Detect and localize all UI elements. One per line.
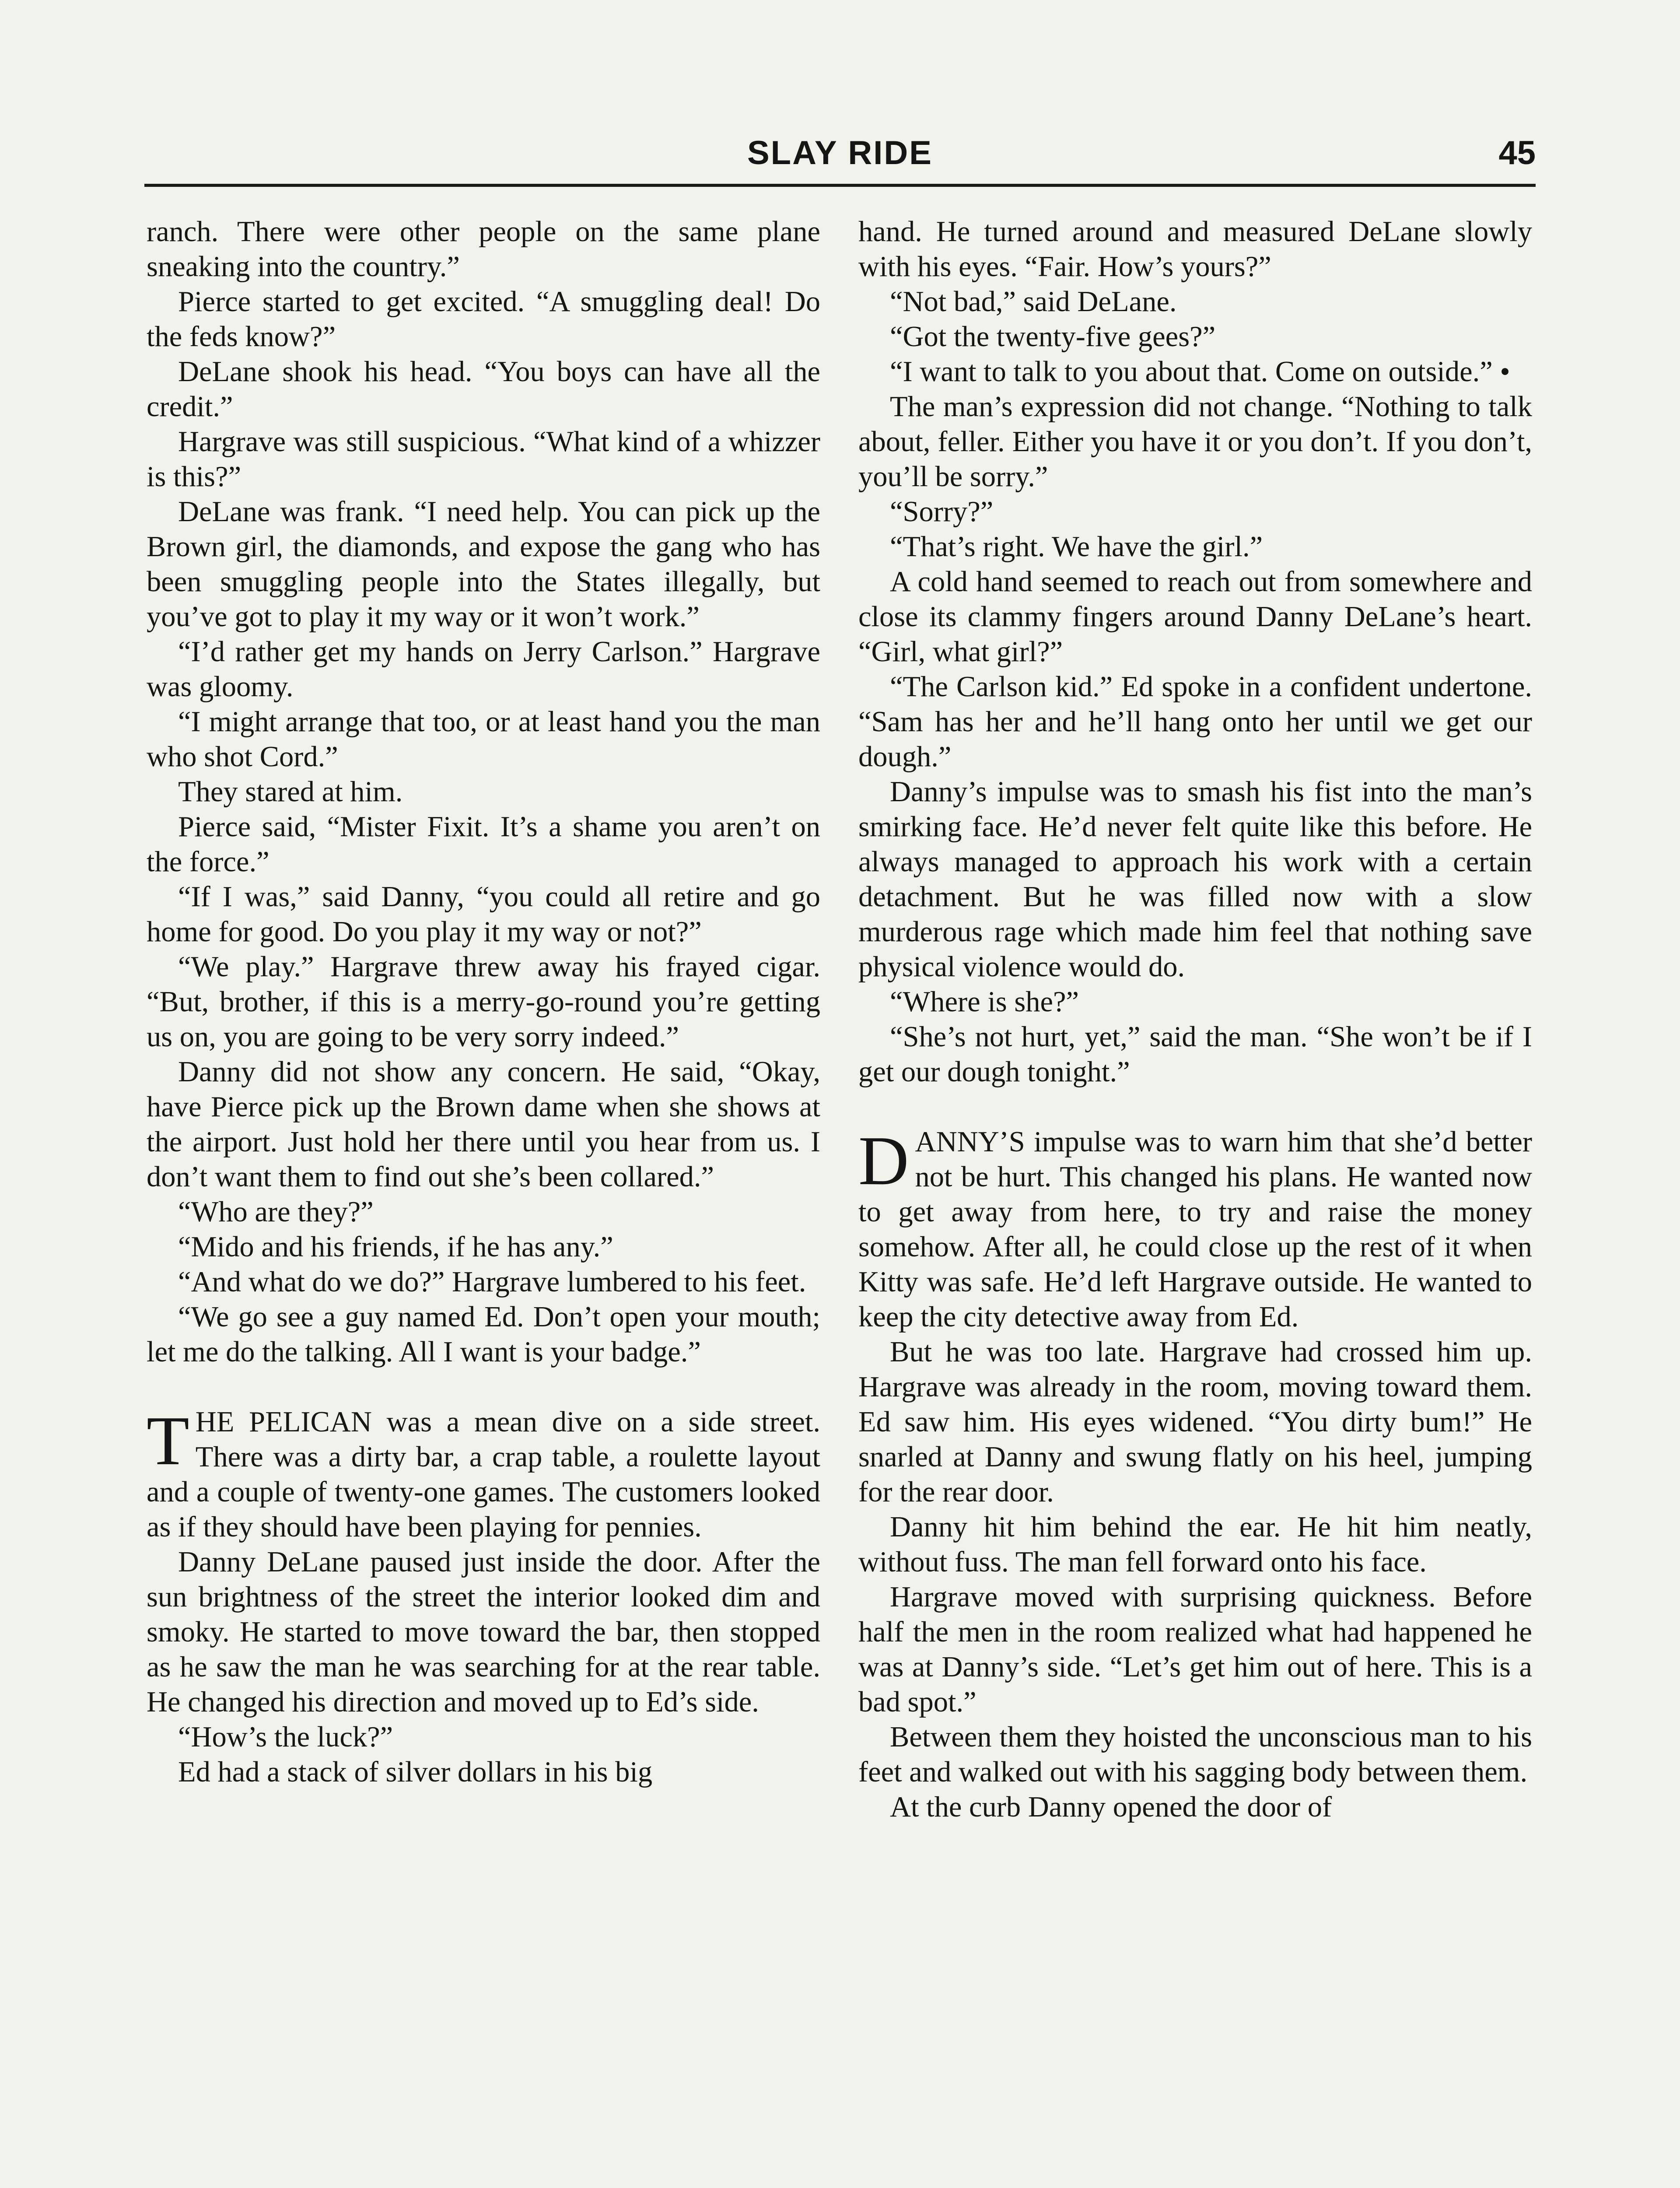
paragraph: ranch. There were other people on the same plane sneaking into the country.” <box>147 216 820 283</box>
paragraph: “I’d rather get my hands on Jerry Carlson.” Hargrave was gloomy. <box>147 636 820 703</box>
paragraph: But he was too late. Hargrave had crossed him up. Hargrave was already in the room, moving toward them. Ed saw him. His eyes widened. “You dirty bum!” He snarled at Danny and swung flatly on his heel, jumping for the rear door. <box>858 1336 1532 1508</box>
paragraph: “We go see a guy named Ed. Don’t open your mouth; let me do the talking. All I want is your badge.” <box>147 1301 820 1368</box>
section-opening-paragraph <box>858 1122 1532 1335</box>
paragraph: They stared at him. <box>178 776 403 808</box>
paragraph: DeLane was frank. “I need help. You can pick up the Brown girl, the diamonds, and expose the gang who has been smuggling people into the States illegally, but you’ve got to play it my way or it won’t work.” <box>147 496 820 633</box>
paragraph: “Sorry?” <box>890 496 994 528</box>
section-opening-text: ANNY’S impulse was to warn him that she’d better not be hurt. This changed his plans. He wanted now to get away from here, to try and raise the money somehow. After all, he could close up the rest of it when Kitty was safe. He’d left Hargrave outside. He wanted to keep the city detective away from Ed. <box>858 1126 1532 1333</box>
drop-cap: T <box>147 1402 189 1480</box>
paragraph: “Got the twenty-five gees?” <box>890 321 1216 353</box>
left-column <box>147 214 820 1790</box>
paragraph: “How’s the luck?” <box>178 1721 393 1753</box>
paragraph: Hargrave moved with surprising quickness. Before half the men in the room realized what had happened he was at Danny’s side. “Let’s get him out of here. This is a bad spot.” <box>858 1581 1532 1718</box>
paragraph: “She’s not hurt, yet,” said the man. “She won’t be if I get our dough tonight.” <box>858 1021 1532 1088</box>
paragraph: The man’s expression did not change. “Nothing to talk about, feller. Either you have it or you don’t. If you don’t, you’ll be sorry.” <box>858 391 1532 493</box>
paragraph: Pierce said, “Mister Fixit. It’s a shame you aren’t on the force.” <box>147 811 820 878</box>
paragraph: “If I was,” said Danny, “you could all retire and go home for good. Do you play it my way or not?” <box>147 881 820 948</box>
drop-cap: D <box>858 1122 909 1199</box>
paragraph: Danny’s impulse was to smash his fist into the man’s smirking face. He’d never felt quite like this before. He always managed to approach his work with a certain detachment. But he was filled now with a slow murderous rage which made him feel that nothing save physical violence would do. <box>858 776 1532 983</box>
paragraph: Danny hit him behind the ear. He hit him neatly, without fuss. The man fell forward onto his face. <box>858 1511 1532 1578</box>
paragraph: “I might arrange that too, or at least hand you the man who shot Cord.” <box>147 706 820 773</box>
paragraph: “I want to talk to you about that. Come on outside.” • <box>890 356 1510 388</box>
page-number: 45 <box>1498 134 1536 172</box>
paragraph: “Mido and his friends, if he has any.” <box>178 1231 613 1263</box>
paragraph: Between them they hoisted the unconscious man to his feet and walked out with his sagging body between them. <box>858 1721 1532 1788</box>
section-opening-paragraph <box>147 1402 820 1545</box>
paragraph: “Not bad,” said DeLane. <box>890 286 1177 318</box>
paragraph: Danny did not show any concern. He said, “Okay, have Pierce pick up the Brown dame when she shows at the airport. Just hold her there until you hear from us. I don’t want them to find out she’s been collared.” <box>147 1056 820 1193</box>
paragraph: DeLane shook his head. “You boys can have all the credit.” <box>147 356 820 423</box>
paragraph: Danny DeLane paused just inside the door. After the sun brightness of the street the interior looked dim and smoky. He started to move toward the bar, then stopped as he saw the man he was searching for at the rear table. He changed his direction and moved up to Ed’s side. <box>147 1546 820 1718</box>
paragraph: “Who are they?” <box>178 1196 374 1228</box>
paragraph: Ed had a stack of silver dollars in his big <box>178 1756 653 1788</box>
paragraph: “And what do we do?” Hargrave lumbered to his feet. <box>178 1266 806 1298</box>
running-title: SLAY RIDE <box>747 134 933 172</box>
paragraph: A cold hand seemed to reach out from somewhere and close its clammy fingers around Danny DeLane’s heart. “Girl, what girl?” <box>858 566 1532 668</box>
right-column <box>858 214 1532 1825</box>
paragraph: hand. He turned around and measured DeLane slowly with his eyes. “Fair. How’s yours?” <box>858 216 1532 283</box>
paragraph: At the curb Danny opened the door of <box>890 1791 1332 1823</box>
section-opening-text: HE PELICAN was a mean dive on a side street. There was a dirty bar, a crap table, a roulette layout and a couple of twenty-one games. The customers looked as if they should have been playing for pennies. <box>147 1406 820 1543</box>
paragraph: Pierce started to get excited. “A smuggling deal! Do the feds know?” <box>147 286 820 353</box>
paragraph: “That’s right. We have the girl.” <box>890 531 1263 563</box>
paragraph: “The Carlson kid.” Ed spoke in a confident undertone. “Sam has her and he’ll hang onto her until we get our dough.” <box>858 671 1532 773</box>
paragraph: Hargrave was still suspicious. “What kind of a whizzer is this?” <box>147 426 820 493</box>
paragraph: “We play.” Hargrave threw away his frayed cigar. “But, brother, if this is a merry-go-round you’re getting us on, you are going to be very sorry indeed.” <box>147 951 820 1053</box>
page-header <box>144 131 1536 187</box>
paragraph: “Where is she?” <box>890 986 1079 1018</box>
